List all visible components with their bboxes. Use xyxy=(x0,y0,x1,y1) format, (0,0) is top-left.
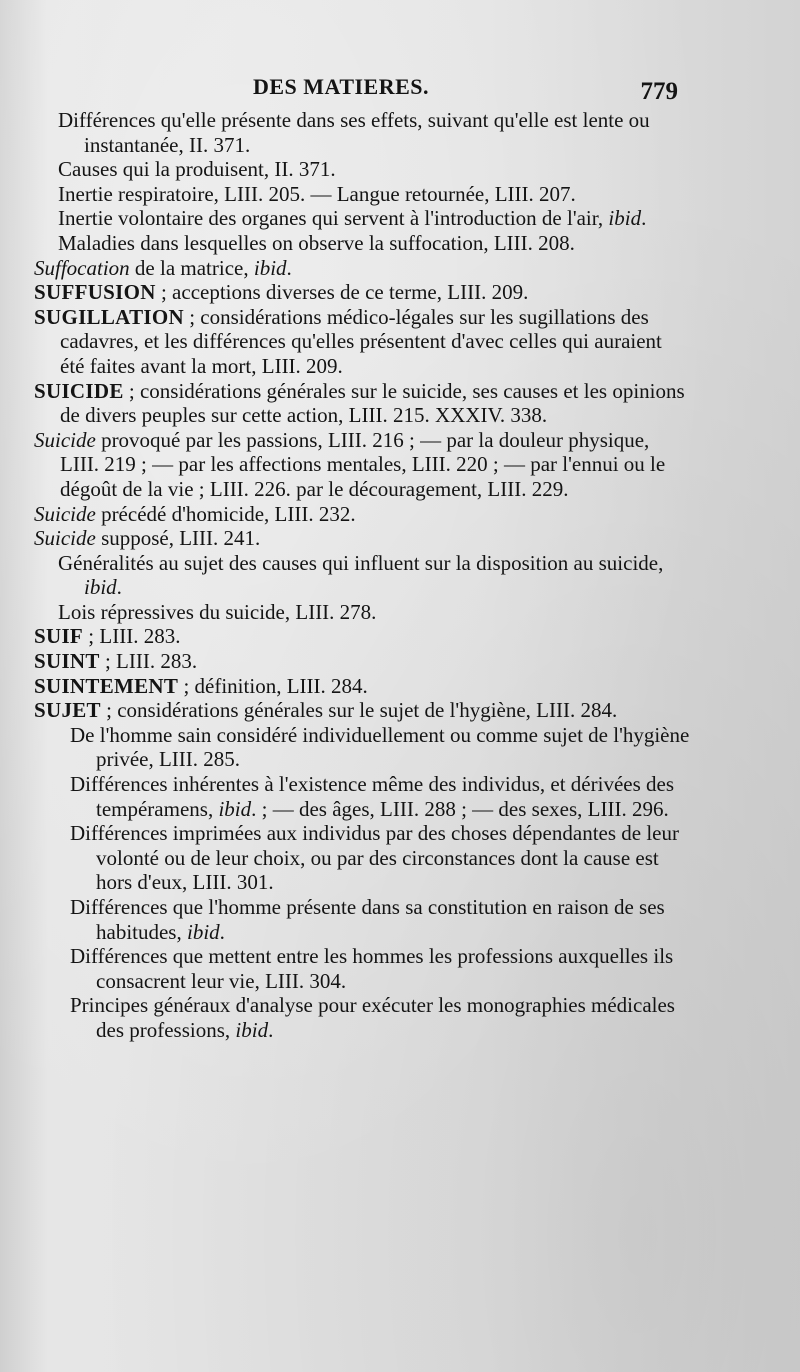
page-header xyxy=(0,74,800,108)
entry-text: ; considérations générales sur le suicide, ses causes et les opinions de divers peuples sur cette action, LIII. 215. XXXIV. 338. xyxy=(60,378,685,428)
index-entry xyxy=(70,895,690,944)
entry-headword-italic: Suicide xyxy=(34,427,96,452)
entry-text: De l'homme sain considéré individuellement ou comme sujet de l'hygiène privée, LIII. 285. xyxy=(70,722,690,772)
index-entry xyxy=(58,600,690,625)
index-entry xyxy=(34,379,690,428)
entry-text: de la matrice, ibid. xyxy=(129,255,292,280)
entry-text: ; acceptions diverses de ce terme, LIII. 209. xyxy=(155,280,529,305)
index-entry xyxy=(34,698,690,723)
entry-text: ; définition, LIII. 284. xyxy=(178,673,368,698)
entry-headword-italic: Suffocation xyxy=(34,255,130,280)
entry-text: ; LIII. 283. xyxy=(83,624,181,649)
index-entry xyxy=(34,256,690,281)
index-entry xyxy=(34,624,690,649)
index-entry xyxy=(70,821,690,895)
index-entry xyxy=(58,157,690,182)
index-entry xyxy=(34,305,690,379)
entry-text: supposé, LIII. 241. xyxy=(95,526,261,551)
entry-headword: SUIF xyxy=(34,624,84,649)
entry-headword-italic: Suicide xyxy=(34,526,96,551)
entry-text: Différences imprimées aux individus par des choses dépendantes de leur volonté ou de leur choix, ou par des circonstances dont la cause est hors d'eux, LIII. 301. xyxy=(70,821,679,895)
entry-text: Généralités au sujet des causes qui influent sur la disposition au suicide, ibid. xyxy=(58,550,664,600)
index-entry xyxy=(70,993,690,1042)
entry-headword: SUFFUSION xyxy=(34,280,156,305)
entry-text: Différences inhérentes à l'existence même des individus, et dérivées des tempéramens, ibid. ; — des âges, LIII. 288 ; — des sexes, LIII. 296. xyxy=(70,772,675,821)
index-entry xyxy=(34,428,690,502)
index-entry xyxy=(58,551,690,600)
entry-text: ; considérations générales sur le sujet de l'hygiène, LIII. 284. xyxy=(100,698,618,723)
index-entry xyxy=(34,649,690,674)
index-entry xyxy=(58,108,690,157)
entry-text: Différences qu'elle présente dans ses effets, suivant qu'elle est lente ou instantanée, II. 371. xyxy=(58,108,650,157)
index-entry xyxy=(34,280,690,305)
index-entry xyxy=(70,723,690,772)
index-entry xyxy=(58,182,690,207)
index-entries xyxy=(30,108,690,1043)
page-number: 779 xyxy=(640,78,678,105)
index-entry xyxy=(34,526,690,551)
index-entry xyxy=(58,206,690,231)
entry-text: Causes qui la produisent, II. 371. xyxy=(58,157,336,182)
entry-text: Principes généraux d'analyse pour exécuter les monographies médicales des professions, ibid. xyxy=(70,993,675,1042)
entry-text: Lois répressives du suicide, LIII. 278. xyxy=(58,599,377,624)
entry-text: ; considérations médico-légales sur les sugillations des cadavres, et les différences qu'elles présentent d'avec celles qui auraient été faites avant la mort, LIII. 209. xyxy=(60,304,662,378)
entry-text: provoqué par les passions, LIII. 216 ; — par la douleur physique, LIII. 219 ; — par les affections mentales, LIII. 220 ; — par l'ennui ou le dégoût de la vie ; LIII. 226. par le découragement, LIII. 229. xyxy=(60,427,666,501)
entry-text: Maladies dans lesquelles on observe la suffocation, LIII. 208. xyxy=(58,230,575,255)
entry-headword: SUGILLATION xyxy=(34,304,184,329)
entry-text: ; LIII. 283. xyxy=(99,649,198,674)
running-head: DES MATIERES. xyxy=(253,74,430,99)
entry-headword: SUINT xyxy=(34,649,100,674)
index-entry xyxy=(58,231,690,256)
index-entry xyxy=(70,944,690,993)
index-entry xyxy=(70,772,690,821)
entry-headword: SUINTEMENT xyxy=(34,673,179,698)
entry-text: précédé d'homicide, LIII. 232. xyxy=(95,501,356,526)
entry-headword: SUICIDE xyxy=(34,378,124,403)
entry-text: Inertie volontaire des organes qui servent à l'introduction de l'air, ibid. xyxy=(58,206,647,231)
index-entry xyxy=(34,502,690,527)
entry-text: Différences que l'homme présente dans sa constitution en raison de ses habitudes, ibid. xyxy=(70,895,665,944)
entry-headword-italic: Suicide xyxy=(34,501,96,526)
entry-text: Différences que mettent entre les hommes les professions auxquelles ils consacrent leur vie, LIII. 304. xyxy=(70,944,674,993)
index-entry xyxy=(34,674,690,699)
entry-headword: SUJET xyxy=(34,698,101,723)
entry-text: Inertie respiratoire, LIII. 205. — Langue retournée, LIII. 207. xyxy=(58,181,576,206)
